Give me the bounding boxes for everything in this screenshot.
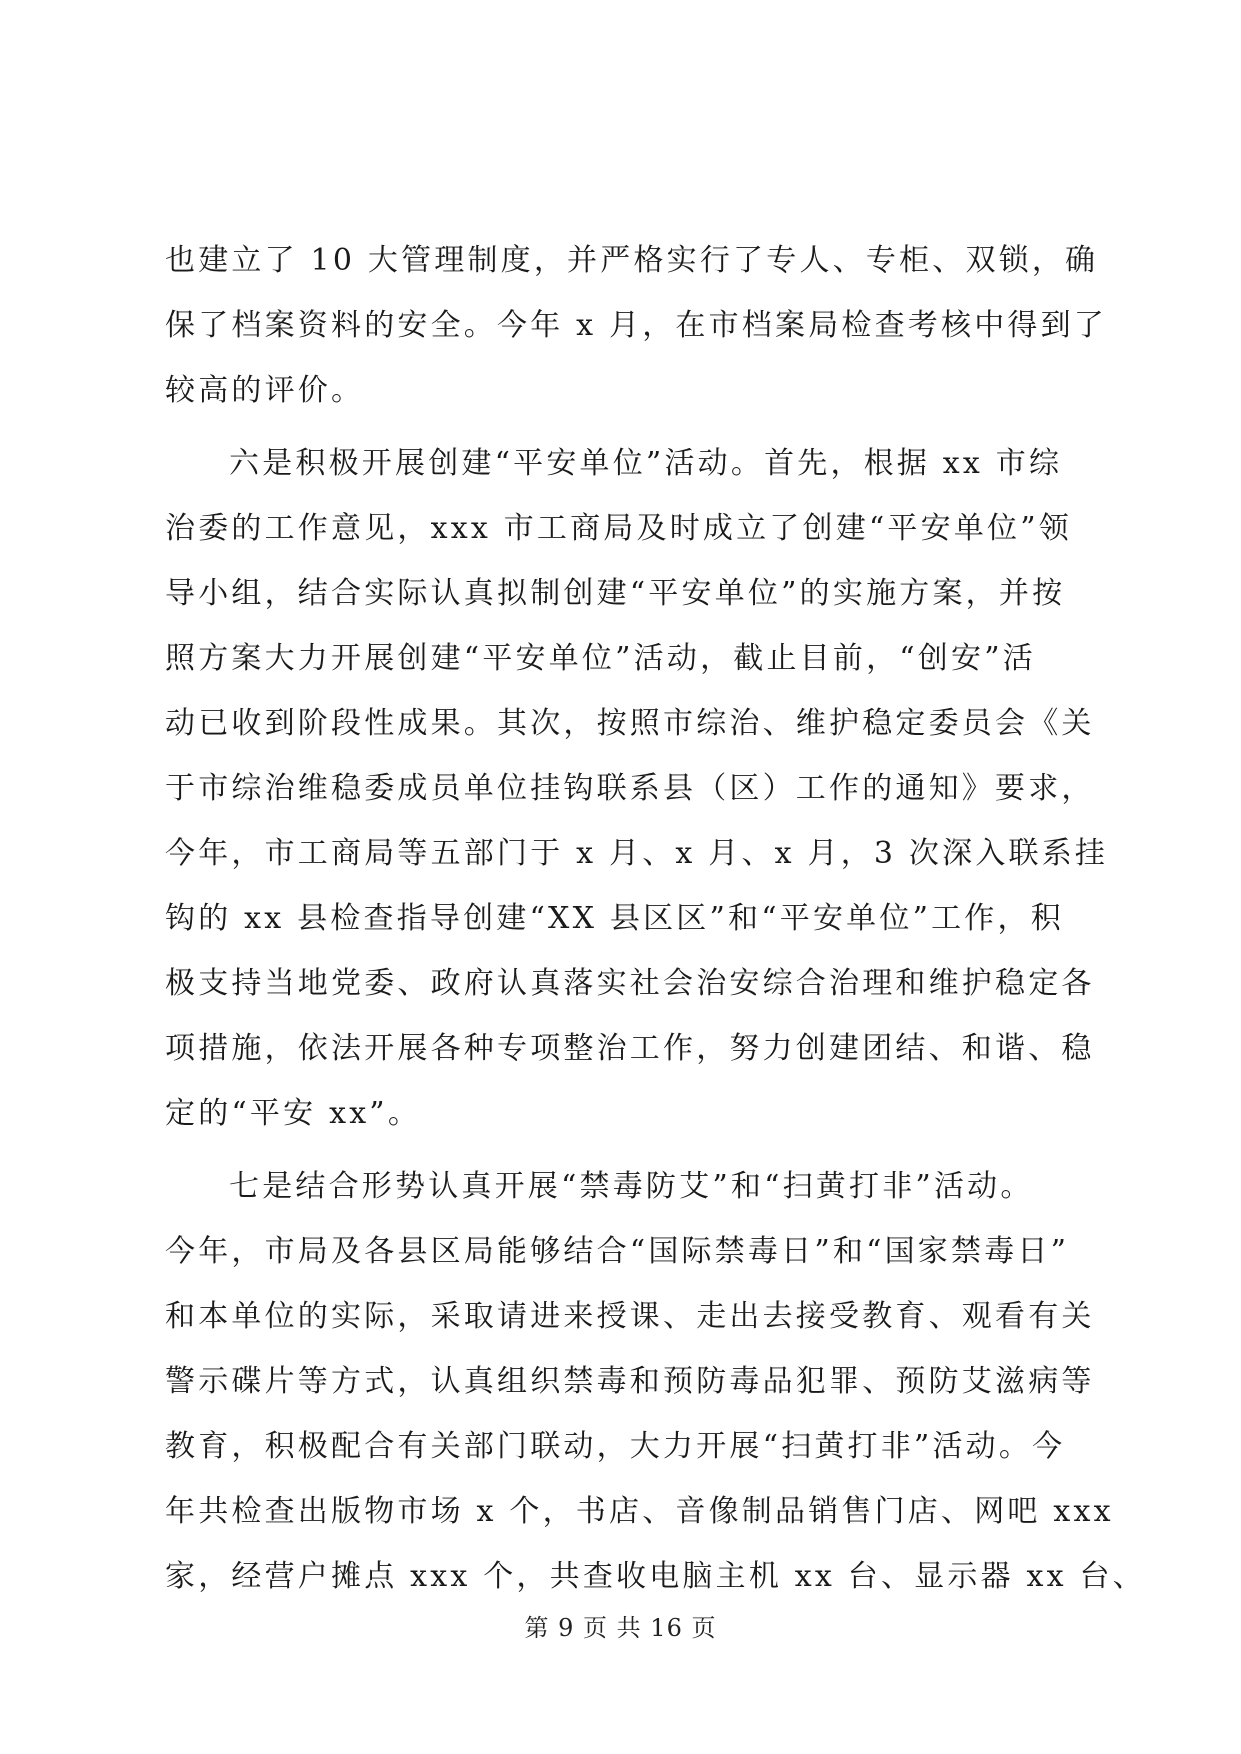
- text-line: 照方案大力开展创建“平安单位”活动，截止目前，“创安”活: [165, 641, 1036, 676]
- page-number: 第 9 页 共 16 页: [524, 1614, 717, 1642]
- paragraph-start-line: 六是积极开展创建“平安单位”活动。首先，根据 xx 市综: [229, 446, 1063, 481]
- text-line: 教育，积极配合有关部门联动，大力开展“扫黄打非”活动。今: [165, 1429, 1066, 1464]
- text-line: 治委的工作意见，xxx 市工商局及时成立了创建“平安单位”领: [165, 511, 1072, 546]
- text-line: 极支持当地党委、政府认真落实社会治安综合治理和维护稳定各: [165, 966, 1095, 1001]
- text-line: 今年，市局及各县区局能够结合“国际禁毒日”和“国家禁毒日”: [165, 1234, 1070, 1269]
- text-line: 导小组，结合实际认真拟制创建“平安单位”的实施方案，并按: [165, 576, 1066, 611]
- text-line: 家，经营户摊点 xxx 个，共查收电脑主机 xx 台、显示器 xx 台、: [165, 1559, 1146, 1594]
- text-line: 保了档案资料的安全。今年 x 月，在市档案局检查考核中得到了: [165, 308, 1107, 343]
- text-line: 也建立了 10 大管理制度，并严格实行了专人、专柜、双锁，确: [165, 243, 1099, 278]
- paragraph-start-line: 七是结合形势认真开展“禁毒防艾”和“扫黄打非”活动。: [229, 1169, 1034, 1204]
- text-line: 钩的 xx 县检查指导创建“XX 县区区”和“平安单位”工作，积: [165, 901, 1064, 936]
- text-line: 于市综治维稳委成员单位挂钩联系县（区）工作的通知》要求，: [165, 771, 1095, 806]
- text-line: 定的“平安 xx”。: [165, 1096, 422, 1131]
- text-line: 警示碟片等方式，认真组织禁毒和预防毒品犯罪、预防艾滋病等: [165, 1364, 1095, 1399]
- text-line: 动已收到阶段性成果。其次，按照市综治、维护稳定委员会《关: [165, 706, 1095, 741]
- text-line: 年共检查出版物市场 x 个，书店、音像制品销售门店、网吧 xxx: [165, 1494, 1114, 1529]
- body-text: [165, 228, 1146, 1609]
- text-line: 今年，市工商局等五部门于 x 月、x 月、x 月，3 次深入联系挂: [165, 836, 1109, 871]
- text-line: 较高的评价。: [165, 373, 365, 408]
- text-line: 项措施，依法开展各种专项整治工作，努力创建团结、和谐、稳: [165, 1031, 1095, 1066]
- text-line: 和本单位的实际，采取请进来授课、走出去接受教育、观看有关: [165, 1299, 1095, 1334]
